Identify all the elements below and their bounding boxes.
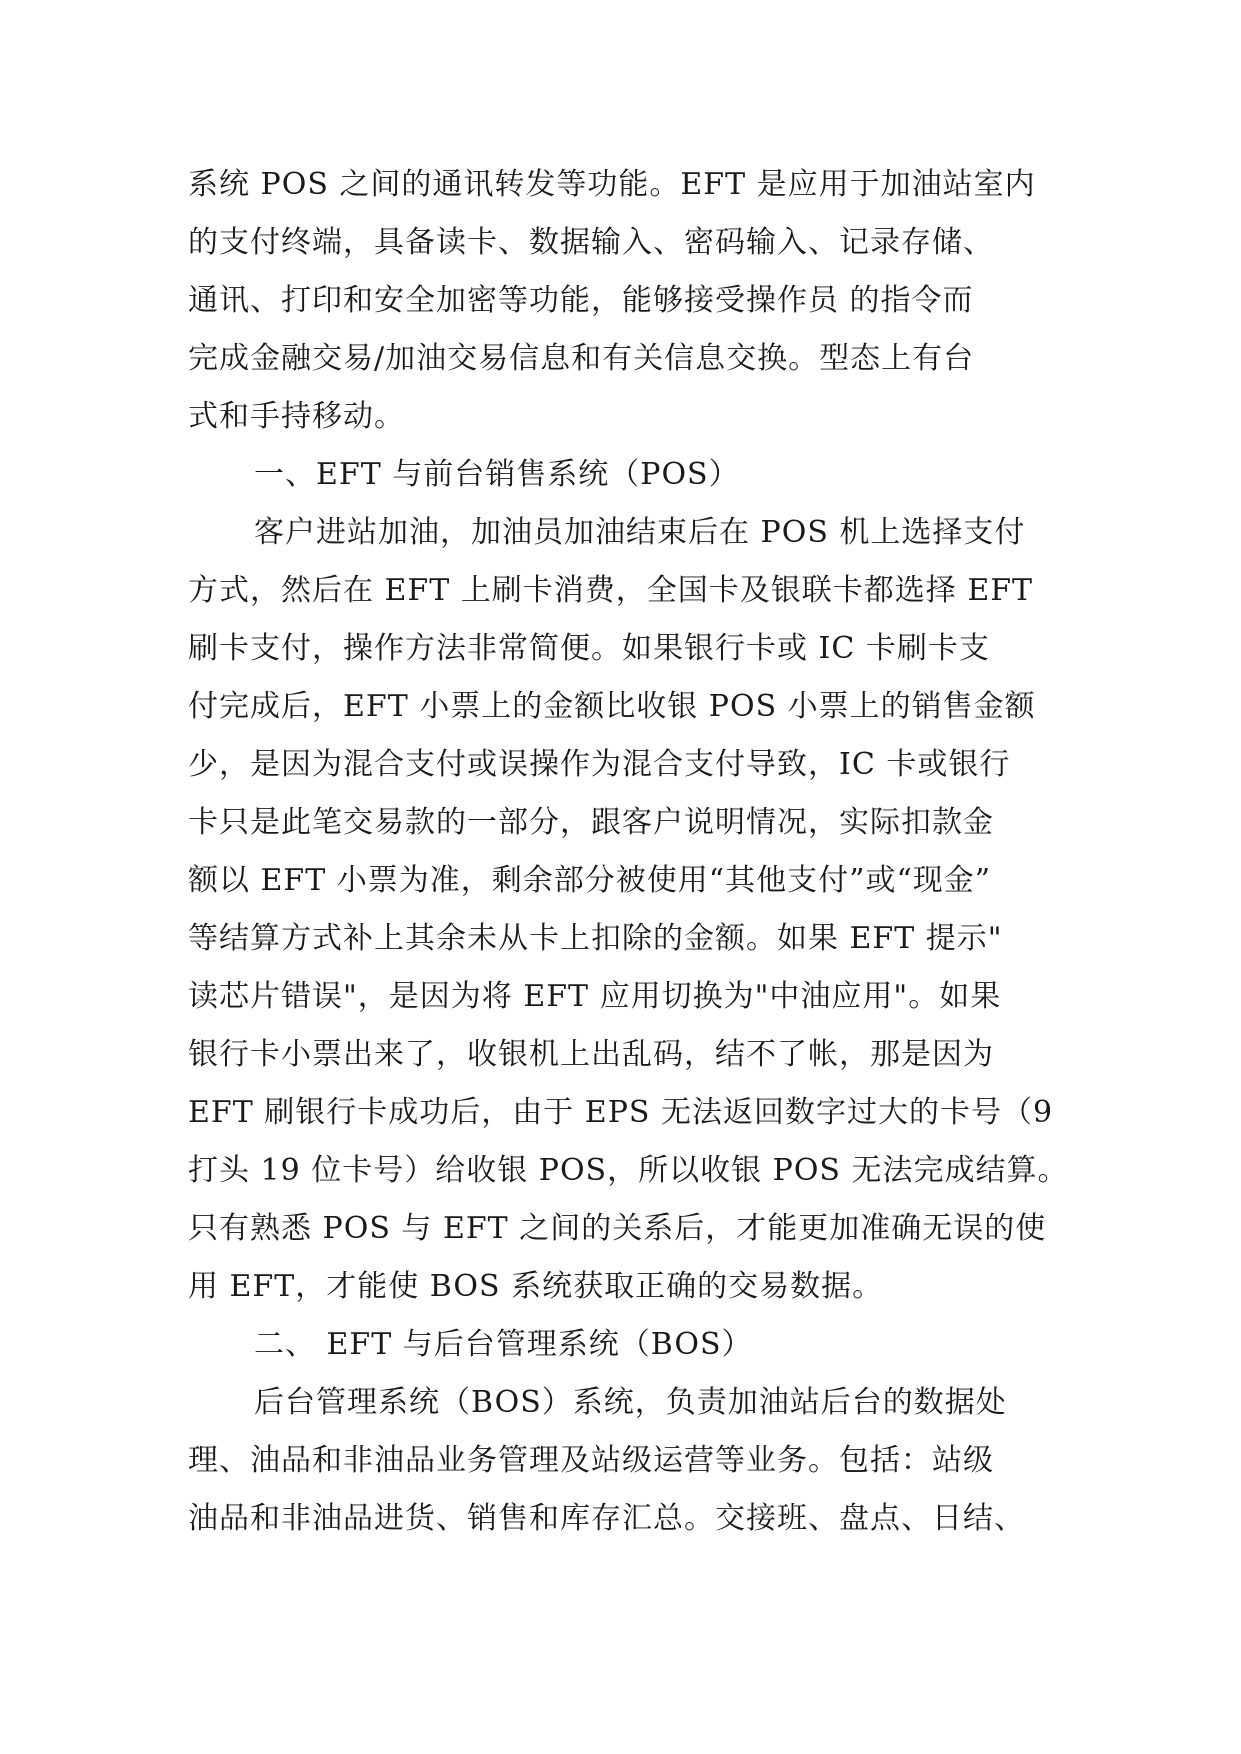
paragraph-line: 通讯、打印和安全加密等功能，能够接受操作员 的指令而: [188, 283, 974, 318]
paragraph-line: 只有熟悉 POS 与 EFT 之间的关系后，才能更加准确无误的使: [188, 1211, 1047, 1246]
paragraph-line: 系统 POS 之间的通讯转发等功能。EFT 是应用于加油站室内: [188, 167, 1036, 202]
paragraph-line: 银行卡小票出来了，收银机上出乱码，结不了帐，那是因为: [188, 1037, 994, 1072]
paragraph-line: 式和手持移动。: [188, 399, 405, 434]
paragraph-line: 打头 19 位卡号）给收银 POS，所以收银 POS 无法完成结算。: [188, 1153, 1069, 1188]
paragraph-line: 额以 EFT 小票为准，剩余部分被使用“其他支付”或“现金”: [188, 863, 992, 898]
paragraph-line: EFT 刷银行卡成功后，由于 EPS 无法返回数字过大的卡号（9: [188, 1095, 1054, 1130]
paragraph-line: 客户进站加油，加油员加油结束后在 POS 机上选择支付: [254, 515, 1026, 550]
paragraph-line: 卡只是此笔交易款的一部分，跟客户说明情况，实际扣款金: [188, 805, 994, 840]
paragraph-line: 完成金融交易/加油交易信息和有关信息交换。型态上有台: [188, 341, 975, 376]
paragraph-line: 用 EFT，才能使 BOS 系统获取正确的交易数据。: [188, 1269, 884, 1304]
paragraph-line: 油品和非油品进货、销售和库存汇总。交接班、盘点、日结、: [188, 1501, 1025, 1536]
paragraph-line: 少，是因为混合支付或误操作为混合支付导致，IC 卡或银行: [188, 747, 1011, 782]
paragraph-line: 读芯片错误"，是因为将 EFT 应用切换为"中油应用"。如果: [188, 979, 1002, 1014]
paragraph-line: 方式，然后在 EFT 上刷卡消费，全国卡及银联卡都选择 EFT: [188, 573, 1034, 608]
paragraph-line: 的支付终端，具备读卡、数据输入、密码输入、记录存储、: [188, 225, 994, 260]
paragraph-line: 等结算方式补上其余未从卡上扣除的金额。如果 EFT 提示": [188, 921, 1003, 956]
paragraph-line: 刷卡支付，操作方法非常简便。如果银行卡或 IC 卡刷卡支: [188, 631, 990, 666]
paragraph-line: 付完成后，EFT 小票上的金额比收银 POS 小票上的销售金额: [188, 689, 1036, 724]
section-heading-pos: 一、EFT 与前台销售系统（POS）: [254, 457, 740, 492]
paragraph-line: 理、油品和非油品业务管理及站级运营等业务。包括：站级: [188, 1443, 994, 1478]
paragraph-line: 后台管理系统（BOS）系统，负责加油站后台的数据处: [254, 1385, 1007, 1420]
section-heading-bos: 二、 EFT 与后台管理系统（BOS）: [254, 1327, 753, 1362]
